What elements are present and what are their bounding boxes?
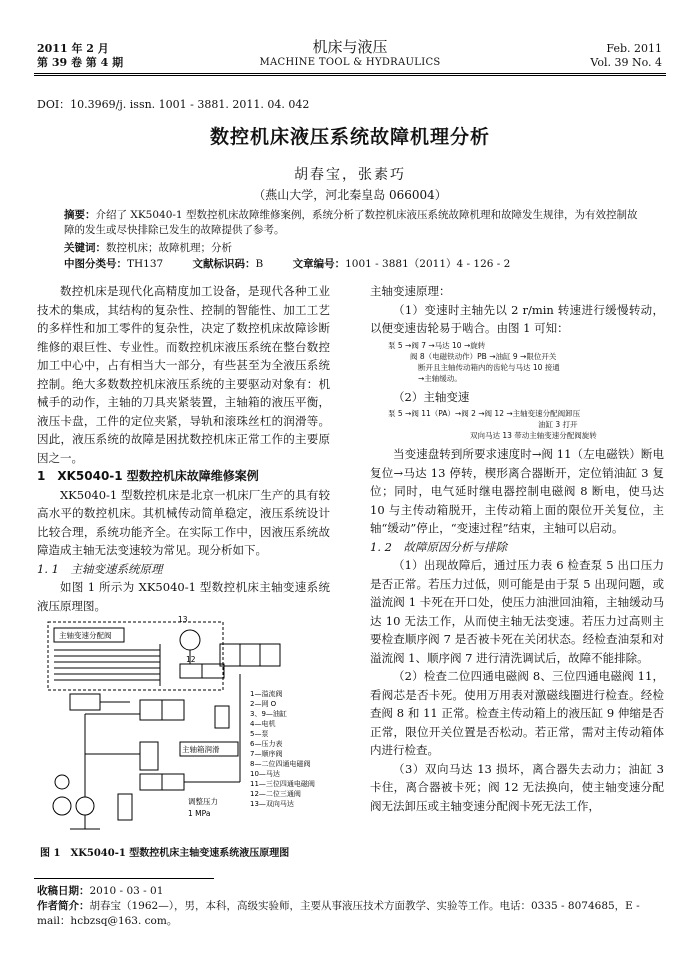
intro-paragraph: 数控机床是现代化高精度加工设备，是现代各种工业技术的集成，其结构的复杂性、控制的智能性、加工工艺的多样性和加工零件的复杂性，决定了数控机床故障诊断维修的艰巨性、专业性。而数控机床液压系统在整台数控加工中心中，占有相当大一部分，有些甚至为全液压系统控制。绝大多数数控机床液压系统的主要驱动对象有：机械手的动作，主轴的刀具夹紧装置，主轴箱的液压平衡，液压卡盘，工件的定位夹紧，导轨和滚珠丝杠的润滑等。因此，液压系统的故障是困扰数控机床正常工作的主要原因之一。 [37,284,330,465]
fault-paragraph-3: （3）双向马达 13 损坏，离合器失去动力；油缸 3 卡住，离合器被卡死；阀 12 无法换向，使主轴变速分配阀无法卸压或主轴变速分配阀卡死无法工作， [370,761,664,813]
right-column [370,282,664,815]
doccode-label: 文献标识码： [192,258,256,270]
keywords-label: 关键词： [64,242,106,254]
legend-item: 13—双向马达 [250,800,294,808]
fig-num-13: 13 [178,615,188,624]
keywords [64,240,232,255]
journal-name-en: MACHINE TOOL & HYDRAULICS [259,57,441,68]
flow-1-line: 阀 8（电磁铁动作）PB →油缸 9 →限位开关 [410,351,557,361]
fig-pressure-label: 调整压力 [188,797,218,806]
class-label: 中图分类号： [64,258,127,270]
legend-item: 4—电机 [250,720,276,728]
legend-item: 7—顺序阀 [250,750,283,758]
legend-item: 11—三位四通电磁阀 [250,780,315,788]
article-value: 1001 - 3881（2011）4 - 126 - 2 [345,258,511,270]
section-1-heading: 1 XK5040-1 型数控机床故障维修案例 [37,469,259,483]
footnote-rule [34,878,214,879]
received-date: 2010 - 03 - 01 [89,885,164,897]
principle-paragraph: 当变速盘转到所要求速度时→阀 11（左电磁铁）断电复位→马达 13 停转，楔形离合器断开，定位销油缸 3 复位；同时，电气延时继电器控制电磁阀 8 断电，使马达 10 与主传动箱脱开，主传动箱上面的限位开关复位，主轴“缓动”停止，“变速过程”结束，主轴可以启动。 [370,447,664,535]
journal-name-cn: 机床与液压 [312,38,388,56]
bio-label: 作者简介： [37,900,90,912]
subsection-1-1-heading: 1. 1 主轴变速系统原理 [37,561,163,576]
fig-num-12: 12 [186,655,196,664]
flow-1-line: 断开且主轴传动箱内的齿轮与马达 10 接通 [418,362,560,372]
legend-item: 8—二位四通电磁阀 [250,760,311,768]
legend-item: 10—马达 [250,770,280,778]
left-column [37,282,330,615]
classification [64,256,664,271]
doccode-value: B [255,258,264,270]
legend-item: 5—泵 [250,730,269,738]
paper-title: 数控机床液压系统故障机理分析 [209,126,490,148]
legend-item: 6—压力表 [250,740,283,748]
abstract-text: 介绍了 XK5040-1 型数控机床故障维修案例，系统分析了数控机床液压系统故障机理和故障发生规律，为有效控制故障的发生或尽快排除已发生的故障提供了参考。 [64,209,638,236]
legend-item: 3、9—油缸 [250,710,287,718]
subsection-1-1-paragraph: 如图 1 所示为 XK5040-1 型数控机床主轴变速系统液压原理图。 [37,580,330,613]
section-1-paragraph: XK5040-1 型数控机床是北京一机床厂生产的具有较高水平的数控机床。其机械传动简单稳定，液压系统设计比较合理，系统功能齐全。在实际工作中，因液压系统故障造成主轴无法变速较为常见。现分析如下。 [37,487,330,557]
fault-paragraph-1: （1）出现故障后，通过压力表 6 检查泵 5 出口压力是否正常。若压力过低，则可能是由于泵 5 出现问题，或溢流阀 1 卡死在开口处，使压力油泄回油箱，主轴缓动马达 10 无法工作，从而使主轴无法变速。若压力过高则主要检查顺序阀 7 是否被卡死在关闭状态。经检查油泵和对溢流阀 1、顺序阀 7 进行清洗调试后，故障不能排除。 [370,558,664,665]
header-rule [34,73,666,74]
abstract [64,208,640,238]
pressure-gauge [55,775,69,789]
flow-1-line: →主轴缓动。 [418,373,462,383]
pump [76,797,94,815]
keywords-text: 数控机床；故障机理；分析 [106,242,232,254]
article-label: 文章编号： [292,258,346,270]
footnote [37,884,667,929]
subsection-1-2-heading: 1. 2 故障原因分析与排除 [370,539,507,554]
figure-caption: 图 1 XK5040-1 型数控机床主轴变速系统液压原理图 [40,848,290,859]
flow-1-line: 泵 5 →阀 7 →马达 10 →旋转 [388,340,486,350]
fig-pressure-value: 1 MPa [188,809,211,818]
authors: 胡春宝，张素巧 [294,167,406,183]
legend-item: 12—二位三通阀 [250,790,301,798]
fig-box1-label: 主轴变速分配阀 [59,631,112,640]
legend-item: 1—溢流阀 [250,690,283,698]
flow-diagram-2 [388,408,664,441]
bidirectional-motor [180,630,200,650]
class-value: TH137 [127,258,164,270]
hydraulic-schematic [40,614,340,839]
legend-item: 2—网 O [250,700,277,708]
flow-diagram-1 [388,340,664,384]
flow-2-line: 双向马达 13 带动主轴变速分配阀旋转 [470,431,597,440]
doc-code [193,256,264,271]
fig-legend [250,689,315,808]
flow-2-line: 油缸 3 打开 [538,420,578,429]
affiliation: （燕山大学，河北秦皇岛 066004） [253,188,447,202]
doi: DOI：10.3969/j. issn. 1001 - 3881. 2011. 04. 042 [37,98,310,111]
principle-title: 主轴变速原理： [370,284,451,298]
fault-paragraph-2: （2）检查二位四通电磁阀 8、三位四通电磁阀 11，看阀芯是否卡死。使用万用表对激磁线圈进行检查。经检查阀 8 和 11 正常。检查主传动箱上的液压缸 9 伸缩是否正常，限位开关位置是否松动。若正常，需对主传动箱体内进行检查。 [370,669,664,757]
volume-line: 第 39 卷 第 4 期 [37,56,124,69]
abstract-label: 摘要： [64,209,96,221]
principle-step-1: （1）变速时主轴先以 2 r/min 转速进行缓慢转动，以便变速齿轮易于啮合。由图 1 可知： [370,302,664,335]
class-number [64,256,163,271]
flow-2-line: 泵 5 →阀 11（PA）→阀 2 →阀 12 →主轴变速分配阀卸压 [388,409,581,418]
volume-en-line: Vol. 39 No. 4 [590,56,662,69]
principle-step-2: （2）主轴变速 [393,389,470,404]
received-label: 收稿日期： [37,885,90,897]
cylinder-3 [70,694,100,710]
issue-date-en-line: Feb. 2011 [606,42,662,55]
author-bio: 胡春宝（1962—），男，本科，高级实验师，主要从事液压技术方面教学、实验等工作。电话：0335 - 8074685，E - mail：hcbzsq@163. com。 [37,900,640,927]
electric-motor [53,797,71,815]
issue-date-en [590,42,662,70]
article-number [293,256,511,271]
issue-date-line: 2011 年 2 月 [37,42,109,55]
fig-box2-label: 主轴箱润滑 [182,745,220,754]
header-rule-2 [34,75,666,76]
